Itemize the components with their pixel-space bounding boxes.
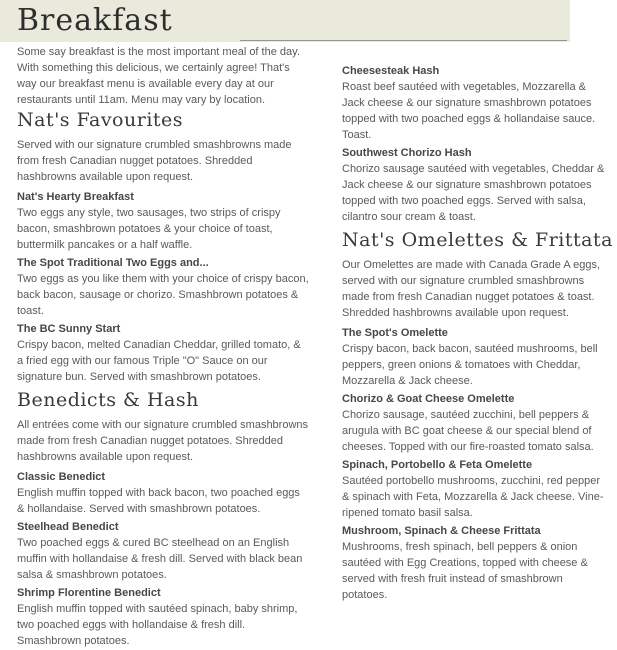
item-description: Chorizo sausage sautéed with vegetables, Cheddar & Jack cheese & our signature smashbrown potatoes topped with two poached eggs. Served with salsa, cilantro sour cream & toast. (342, 163, 605, 223)
item-name: Steelhead Benedict (17, 521, 119, 533)
section-heading-nats-favourites: Nat's Favourites (17, 109, 184, 131)
item-description: Two poached eggs & cured BC steelhead on an English muffin with hollandaise & fresh dill. Served with black bean salsa & smashbrown potatoes. (17, 537, 303, 581)
item-name: Spinach, Portobello & Feta Omelette (342, 459, 533, 471)
item-description: Two eggs any style, two sausages, two strips of crispy bacon, smashbrown potatoes & your choice of toast, buttermilk pancakes or a half waffle. (17, 207, 281, 251)
intro-text: Some say breakfast is the most important meal of the day. With something this delicious, we certainly agree! That's way our breakfast menu is available every day at our restaurants until 11am. Menu may vary by location. (17, 46, 300, 106)
item-name: Cheesesteak Hash (342, 65, 440, 77)
menu-item (342, 146, 610, 225)
section-heading-omelettes-frittata: Nat's Omelettes & Frittata (342, 229, 613, 251)
section-note: Served with our signature crumbled smashbrowns made from fresh Canadian nugget potatoes. Shredded hashbrowns available upon request. (17, 139, 292, 183)
item-name: Southwest Chorizo Hash (342, 147, 472, 159)
menu-item (17, 256, 309, 319)
item-name: The BC Sunny Start (17, 323, 121, 335)
menu-item (342, 392, 610, 455)
item-name: The Spot Traditional Two Eggs and... (17, 257, 209, 269)
item-description: Roast beef sautéed with vegetables, Mozzarella & Jack cheese & our signature smashbrown potatoes topped with two poached eggs & hollandaise sauce. Toast. (342, 81, 596, 141)
item-name: Nat's Hearty Breakfast (17, 191, 134, 203)
item-description: Crispy bacon, back bacon, sautéed mushrooms, bell peppers, green onions & tomatoes with Cheddar, Mozzarella & Jack cheese. (342, 343, 598, 387)
item-name: Mushroom, Spinach & Cheese Frittata (342, 525, 541, 537)
menu-item (17, 586, 309, 649)
item-description: Crispy bacon, melted Canadian Cheddar, grilled tomato, & a fried egg with our famous Triple "O" Sauce on our signature bun. Served with smashbrown potatoes. (17, 339, 301, 383)
item-description: Sautéed portobello mushrooms, zucchini, red pepper & spinach with Feta, Mozzarella & Jack cheese. Vine-ripened tomato basil salsa. (342, 475, 604, 519)
item-description: Mushrooms, fresh spinach, bell peppers & onion sautéed with Egg Creations, topped with cheese & served with fresh fruit instead of smashbrown potatoes. (342, 541, 588, 601)
section-omelettes-frittata (342, 228, 613, 603)
section-benedicts-hash (17, 388, 309, 649)
item-description: English muffin topped with sautéed spinach, baby shrimp, two poached eggs with hollandaise & fresh dill. Smashbrown potatoes. (17, 603, 298, 647)
item-name: Shrimp Florentine Benedict (17, 587, 161, 599)
menu-item (17, 520, 309, 583)
item-name: The Spot's Omelette (342, 327, 448, 339)
menu-item (17, 322, 309, 385)
page-header (0, 0, 570, 42)
menu-item (342, 326, 610, 389)
menu-item (17, 190, 309, 253)
item-name: Classic Benedict (17, 471, 106, 483)
section-heading-benedicts-hash: Benedicts & Hash (17, 389, 199, 411)
section-note: Our Omelettes are made with Canada Grade A eggs, served with our signature crumbled smashbrowns made from fresh Canadian nugget potatoes & toast. Shredded hashbrowns available upon request. (342, 259, 601, 319)
left-column (17, 42, 309, 650)
menu-item (342, 64, 610, 143)
section-note: All entrées come with our signature crumbled smashbrowns made from fresh Canadian nugget potatoes. Shredded hashbrowns available upon request. (17, 419, 309, 463)
menu-item (342, 524, 610, 603)
right-column (342, 42, 613, 650)
menu-item (342, 458, 610, 521)
item-name: Chorizo & Goat Cheese Omelette (342, 393, 515, 405)
item-description: Chorizo sausage, sautéed zucchini, bell peppers & arugula with BC goat cheese & our special blend of cheeses. Topped with our fire-roasted tomato salsa. (342, 409, 594, 453)
menu-columns (0, 42, 617, 650)
header-divider (240, 40, 567, 41)
item-description: Two eggs as you like them with your choice of crispy bacon, back bacon, sausage or chorizo. Smashbrown potatoes & toast. (17, 273, 309, 317)
page-title: Breakfast (17, 3, 173, 38)
section-nats-favourites (17, 108, 309, 385)
menu-item (17, 470, 309, 517)
item-description: English muffin topped with back bacon, two poached eggs & hollandaise. Served with smashbrown potatoes. (17, 487, 300, 515)
